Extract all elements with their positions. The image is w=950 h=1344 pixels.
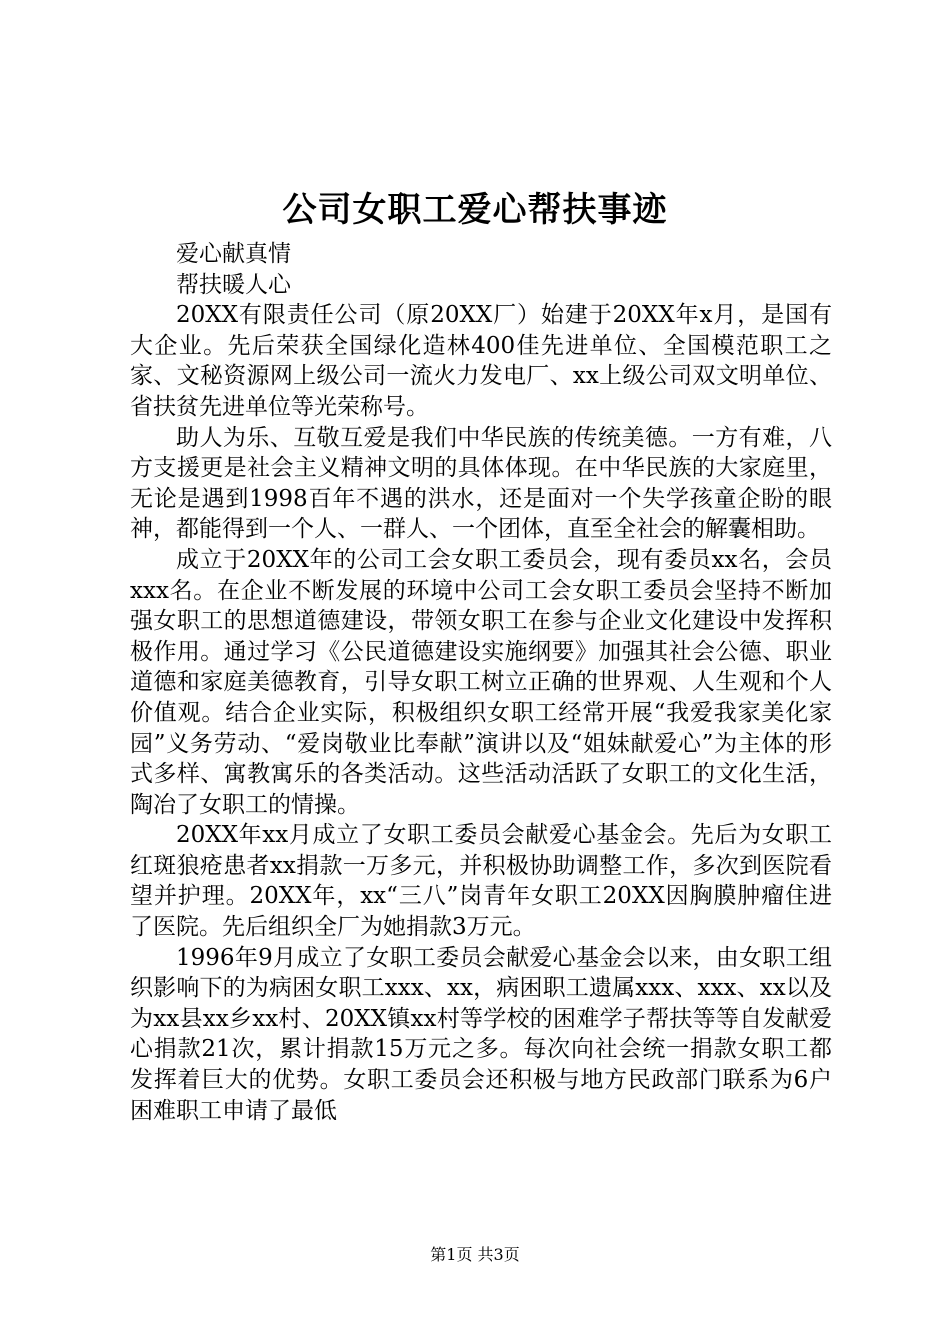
- document-body: [130, 239, 832, 1126]
- paragraph-subtitle-2: 帮扶暖人心: [176, 271, 291, 298]
- paragraph-committee: 成立于20XX年的公司工会女职工委员会，现有委员xx名，会员xxx名。在企业不断发展的环境中公司工会女职工委员会坚持不断加强女职工的思想道德建设，带领女职工在参与企业文化建设中发挥积极作用。通过学习《公民道德建设实施纲要》加强其社会公德、职业道德和家庭美德教育，引导女职工树立正确的世界观、人生观和个人价值观。结合企业实际，积极组织女职工经常开展“我爱我家美化家园”义务劳动、“爱岗敬业比奉献”演讲以及“姐妹献爱心”为主体的形式多样、寓教寓乐的各类活动。这些活动活跃了女职工的文化生活，陶冶了女职工的情操。: [130, 546, 832, 818]
- page-footer: 第1页 共3页: [430, 1245, 520, 1264]
- paragraph-fund: 20XX年xx月成立了女职工委员会献爱心基金会。先后为女职工红斑狼疮患者xx捐款一万多元，并积极协助调整工作，多次到医院看望并护理。20XX年，xx“三八”岗青年女职工20XX因胸膜肿瘤住进了医院。先后组织全厂为她捐款3万元。: [130, 822, 832, 941]
- paragraph-subtitle-1: 爱心献真情: [176, 241, 291, 267]
- paragraph-virtue: 助人为乐、互敬互爱是我们中华民族的传统美德。一方有难，八方支援更是社会主义精神文明的具体体现。在中华民族的大家庭里，无论是遇到1998百年不遇的洪水，还是面对一个失学孩童企盼的眼神，都能得到一个人、一群人、一个团体，直至全社会的解囊相助。: [130, 424, 832, 543]
- paragraph-donations: 1996年9月成立了女职工委员会献爱心基金会以来，由女职工组织影响下的为病困女职工xxx、xx，病困职工遗属xxx、xxx、xx以及为xx县xx乡xx村、20XX镇xx村等学校的困难学子帮扶等等自发献爱心捐款21次，累计捐款15万元之多。每次向社会统一捐款女职工都发挥着巨大的优势。女职工委员会还积极与地方民政部门联系为6户困难职工申请了最低: [130, 944, 832, 1124]
- paragraph-company-intro: 20XX有限责任公司（原20XX厂）始建于20XX年x月，是国有大企业。先后荣获全国绿化造林400佳先进单位、全国模范职工之家、文秘资源网上级公司一流火力发电厂、xx上级公司双文明单位、省扶贫先进单位等光荣称号。: [130, 302, 832, 420]
- document-title: 公司女职工爱心帮扶事迹: [282, 190, 668, 230]
